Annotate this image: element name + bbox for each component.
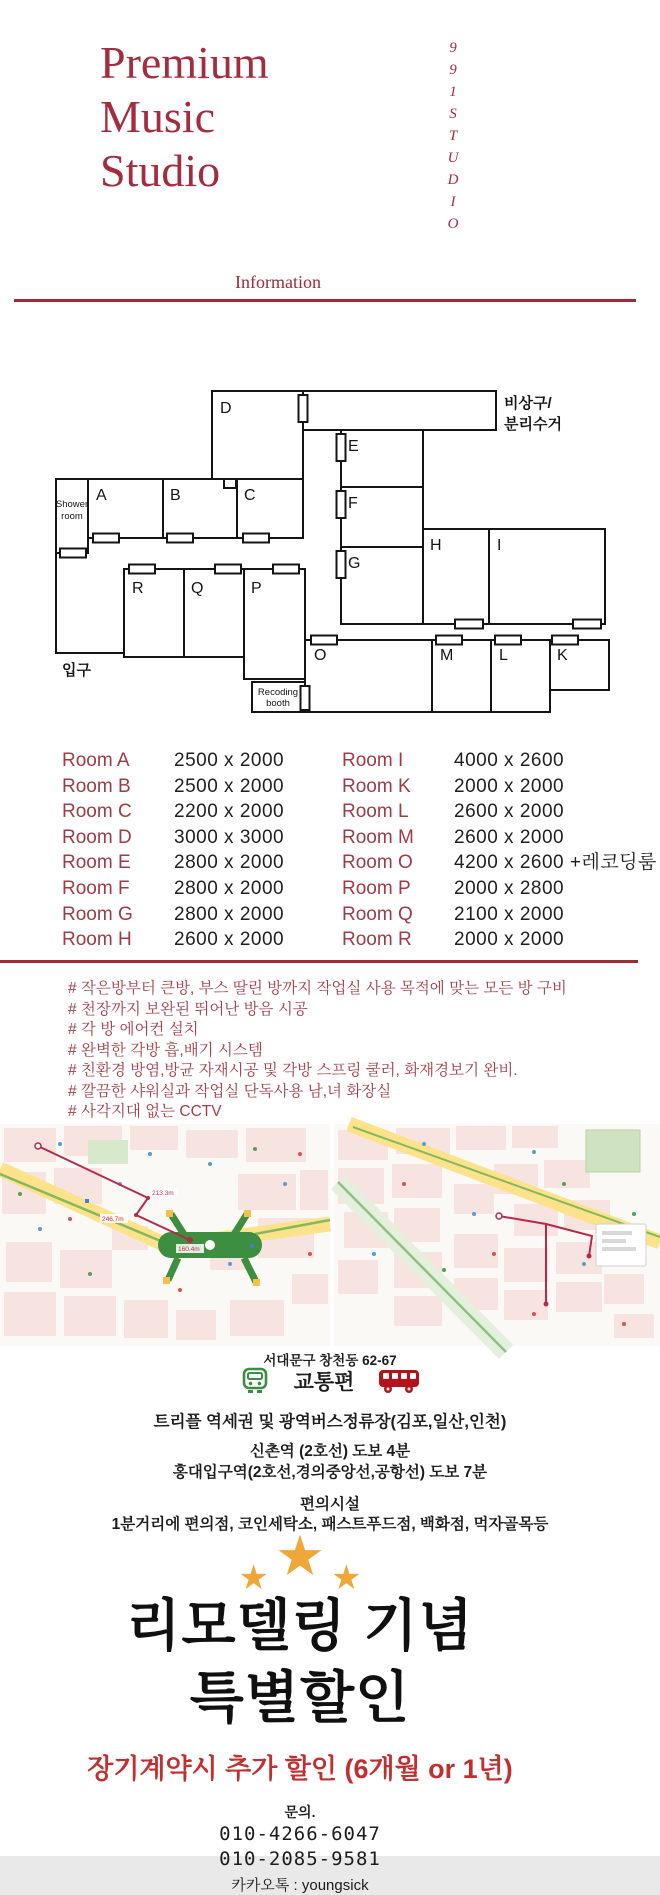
room-name: Room I: [342, 750, 404, 771]
map-left-park: [88, 1140, 128, 1164]
room-label-m: M: [440, 647, 454, 664]
room-name: Room C: [62, 801, 132, 823]
feature-item: # 사각지대 없는 CCTV: [68, 1103, 222, 1120]
room-name: Room O: [342, 852, 413, 874]
room-label-f: F: [348, 495, 358, 512]
feature-item: # 깔끔한 샤워실과 작업실 단독사용 남,녀 화장실: [68, 1082, 392, 1100]
feature-list: [68, 979, 567, 1123]
table-row: [62, 799, 284, 825]
distance-label: 160.4m: [178, 1246, 200, 1253]
bus-icon: [378, 1367, 420, 1395]
map-left: [0, 1124, 330, 1346]
table-row: [62, 825, 284, 851]
discount-line: 장기계약시 추가 할인 (6개월 or 1년): [87, 1754, 513, 1785]
room-label-l: L: [499, 647, 508, 664]
table-row: [62, 850, 284, 876]
amenities-heading: 편의시설: [300, 1496, 360, 1513]
room-name: Room E: [62, 852, 131, 874]
address: 서대문구 창천동 62-67: [263, 1353, 397, 1368]
room-label-q: Q: [191, 580, 204, 597]
table-row: [342, 927, 657, 953]
title-line-2: Music: [100, 90, 215, 142]
table-row: [62, 774, 284, 800]
room-size: 2800 x 2000: [174, 877, 285, 899]
amenities-detail: 1분거리에 편의점, 코인세탁소, 패스트푸드점, 백화점, 먹자골목등: [111, 1516, 549, 1533]
room-name: Room F: [62, 877, 130, 899]
room-label-o: O: [314, 647, 327, 664]
recording-booth-label-1: Recoding: [257, 687, 299, 698]
room-size: 2000 x 2000: [454, 929, 565, 951]
room-size: 2600 x 2000: [454, 801, 565, 823]
star-icon: ★: [274, 1524, 326, 1587]
table-row: [62, 748, 284, 774]
shower-room-label-2: room: [61, 511, 83, 522]
room-size: 3000 x 3000: [174, 826, 285, 848]
table-row: [62, 927, 284, 953]
table-row: [342, 748, 657, 774]
kakao-contact: 카카오톡 : youngsick: [231, 1877, 369, 1895]
room-name: Room A: [62, 750, 130, 771]
transport-heading: 교통편: [293, 1371, 355, 1394]
table-row: [342, 774, 657, 800]
feature-item: # 천장까지 보완된 뛰어난 방음 시공: [68, 1000, 308, 1018]
transport-summary: 트리플 역세권 및 광역버스정류장(김포,일산,인천): [153, 1413, 507, 1431]
entrance-label: 입구: [62, 662, 91, 679]
room-size: 2000 x 2800: [454, 877, 565, 899]
room-name: Room M: [342, 826, 414, 848]
emergency-exit-label-1: 비상구/: [504, 395, 552, 412]
room-size-table-right: [342, 748, 657, 953]
room-label-h: H: [430, 537, 442, 554]
map-right-park: [586, 1130, 640, 1172]
shower-room-label-1: Shower: [55, 499, 89, 510]
feature-item: # 친환경 방염,방균 자재시공 및 각방 스프링 쿨러, 화재경보기 완비.: [68, 1062, 518, 1079]
floor-plan: [28, 320, 640, 722]
room-label-p: P: [251, 580, 262, 597]
room-name: Room G: [62, 903, 133, 925]
table-row: [342, 850, 657, 876]
table-row: [342, 825, 657, 851]
feature-item: # 각 방 에어컨 설치: [68, 1021, 199, 1038]
station-line-1: 신촌역 (2호선) 도보 4분: [249, 1443, 411, 1460]
contact-heading: 문의.: [284, 1804, 316, 1821]
divider-line-top: [14, 299, 636, 302]
room-label-r: R: [132, 580, 144, 597]
page-title: [100, 36, 269, 197]
room-label-i: I: [497, 537, 502, 554]
feature-item: # 작은방부터 큰방, 부스 딸린 방까지 작업실 사용 목적에 맞는 모든 방 구비: [68, 980, 567, 997]
table-row: [342, 902, 657, 928]
phone-number-2: 010-2085-9581: [219, 1848, 381, 1871]
studio-vertical-wordmark: 991STUDIO: [445, 40, 461, 238]
room-size: 2800 x 2000: [174, 903, 285, 925]
title-line-1: Premium: [100, 37, 269, 88]
information-heading: Information: [235, 272, 321, 292]
room-label-a: A: [96, 487, 107, 504]
room-size: 2800 x 2000: [174, 852, 285, 874]
station-line-2: 홍대입구역(2호선,경의중앙선,공항선) 도보 7분: [172, 1464, 488, 1481]
title-line-3: Studio: [100, 144, 221, 196]
room-size-table-left: [62, 748, 284, 953]
feature-item: # 완벽한 각방 흡,배기 시스템: [68, 1041, 263, 1059]
recording-booth-label-2: booth: [266, 698, 290, 709]
room-name: Room L: [342, 801, 409, 823]
transport-row: [0, 1366, 660, 1396]
train-icon: [240, 1367, 270, 1395]
distance-label: 246.7m: [102, 1216, 124, 1223]
room-size: 2000 x 2000: [454, 775, 565, 797]
table-row: [342, 799, 657, 825]
room-name: Room K: [342, 775, 411, 797]
room-size: 2100 x 2000: [454, 903, 565, 925]
floor-plan-walls: [56, 391, 609, 712]
room-size: 2600 x 2000: [174, 929, 285, 951]
room-name: Room B: [62, 775, 131, 797]
room-size: 2500 x 2000: [174, 750, 285, 771]
room-label-k: K: [557, 647, 568, 664]
room-size: 2200 x 2000: [174, 801, 285, 823]
room-label-e: E: [348, 438, 359, 455]
table-row: [62, 902, 284, 928]
room-name: Room R: [342, 929, 412, 951]
map-right: [334, 1124, 660, 1346]
star-icon: ★: [238, 1559, 269, 1597]
room-name: Room P: [342, 877, 411, 899]
room-name: Room D: [62, 826, 132, 848]
room-size: 2600 x 2000: [454, 826, 565, 848]
emergency-exit-label-2: 분리수거: [504, 416, 562, 433]
distance-label: 213.3m: [152, 1190, 174, 1197]
room-size: 4000 x 2600: [454, 750, 565, 771]
room-label-g: G: [348, 555, 361, 572]
room-size: 4200 x 2600 +레코딩룸: [454, 852, 657, 874]
promo-headline-2: 특별할인: [189, 1665, 411, 1729]
room-label-d: D: [220, 400, 232, 417]
room-label-b: B: [170, 487, 181, 504]
room-size: 2500 x 2000: [174, 775, 285, 797]
floor-plan-doors: [60, 395, 601, 710]
phone-number-1: 010-4266-6047: [219, 1823, 381, 1846]
table-row: [342, 876, 657, 902]
room-label-c: C: [244, 487, 256, 504]
table-row: [62, 876, 284, 902]
star-icon: ★: [331, 1559, 362, 1597]
room-name: Room Q: [342, 903, 413, 925]
divider-line-middle: [0, 960, 638, 963]
promo-headline-1: 리모델링 기념: [126, 1594, 474, 1657]
room-name: Room H: [62, 929, 132, 951]
